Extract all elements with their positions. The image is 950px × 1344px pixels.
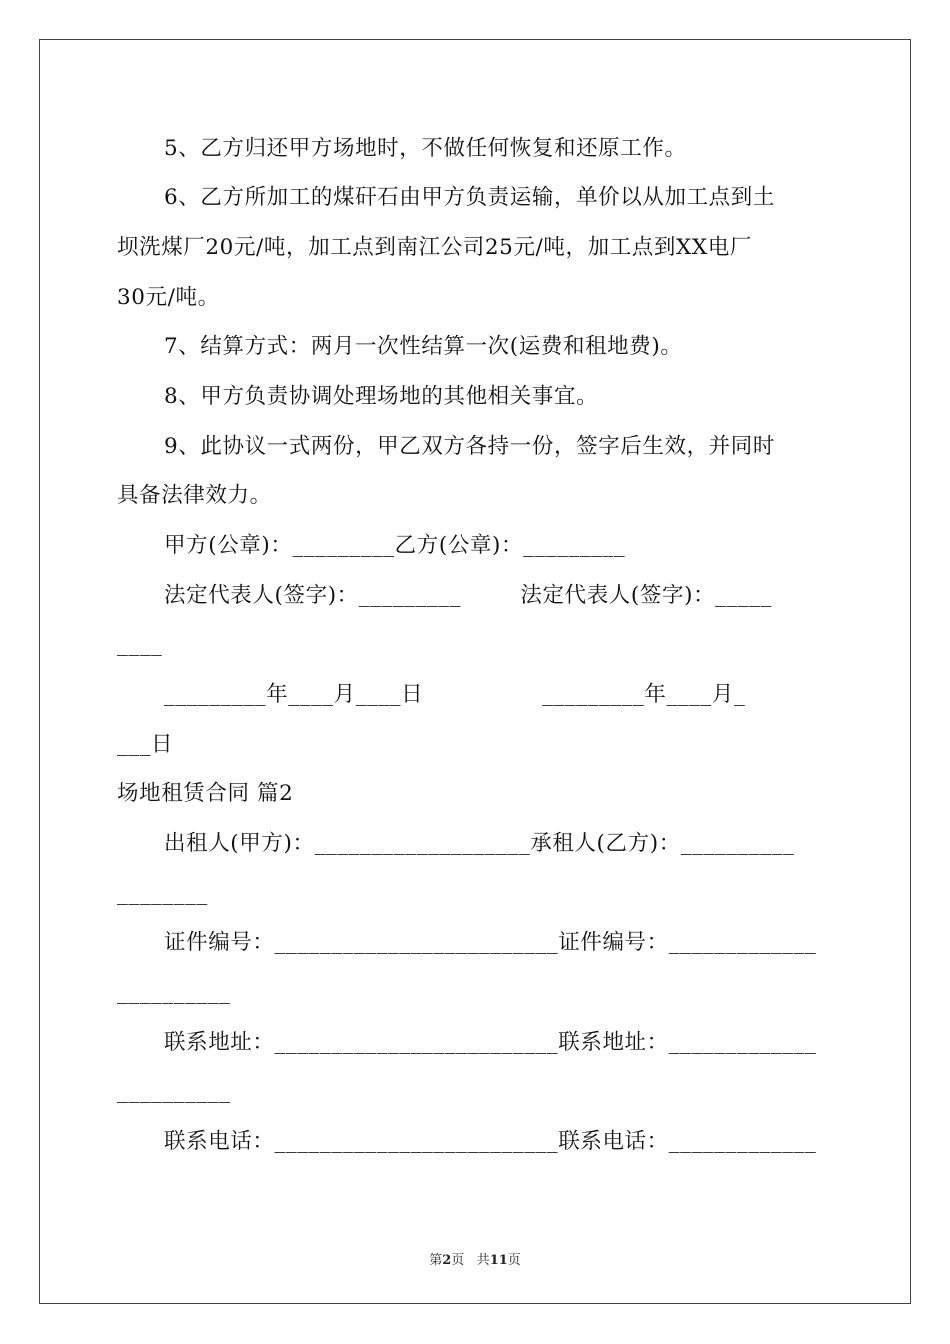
section-title: 场地租赁合同 篇2 xyxy=(117,781,294,806)
signature-line-cont: ____ xyxy=(117,632,163,657)
id-number-line-cont: __________ xyxy=(117,980,231,1005)
parties-line: 出租人(甲方)：___________________承租人(乙方)：__________ xyxy=(164,831,795,856)
date-line-cont: ___日 xyxy=(117,732,174,757)
id-number-line: 证件编号：_________________________证件编号：_____________ xyxy=(164,930,817,955)
page-footer xyxy=(0,1249,950,1268)
current-page-number: 2 xyxy=(442,1253,452,1268)
page-border xyxy=(39,39,911,1304)
signature-line: 法定代表人(签字)：_________ 法定代表人(签字)：_____ xyxy=(164,583,772,608)
clause-9-line-2: 具备法律效力。 xyxy=(117,483,272,508)
clause-8: 8、甲方负责协调处理场地的其他相关事宜。 xyxy=(164,384,599,409)
address-line-cont: __________ xyxy=(117,1079,231,1104)
clause-6-line-3: 30元/吨。 xyxy=(117,285,220,310)
seal-line: 甲方(公章)：_________乙方(公章)：_________ xyxy=(164,533,626,558)
address-line: 联系地址：_________________________联系地址：_____________ xyxy=(164,1030,817,1055)
clause-9-line-1: 9、此协议一式两份，甲乙双方各持一份，签字后生效，并同时 xyxy=(164,434,775,459)
clause-6-line-2: 坝洗煤厂20元/吨，加工点到南江公司25元/吨，加工点到XX电厂 xyxy=(117,235,753,260)
footer-page-unit: 页 xyxy=(451,1253,465,1268)
footer-prefix: 第 xyxy=(429,1253,443,1268)
total-pages-number: 11 xyxy=(489,1253,508,1268)
footer-total-unit: 页 xyxy=(507,1253,521,1268)
parties-line-cont: ________ xyxy=(117,881,208,906)
date-line: _________年____月____日 _________年____月_ xyxy=(164,682,746,707)
clause-6-line-1: 6、乙方所加工的煤矸石由甲方负责运输，单价以从加工点到土 xyxy=(164,185,775,210)
footer-total-prefix: 共 xyxy=(476,1253,490,1268)
clause-7: 7、结算方式：两月一次性结算一次(运费和租地费)。 xyxy=(164,334,683,359)
phone-line: 联系电话：_________________________联系电话：_____________ xyxy=(164,1129,817,1154)
clause-5: 5、乙方归还甲方场地时，不做任何恢复和还原工作。 xyxy=(164,136,687,161)
